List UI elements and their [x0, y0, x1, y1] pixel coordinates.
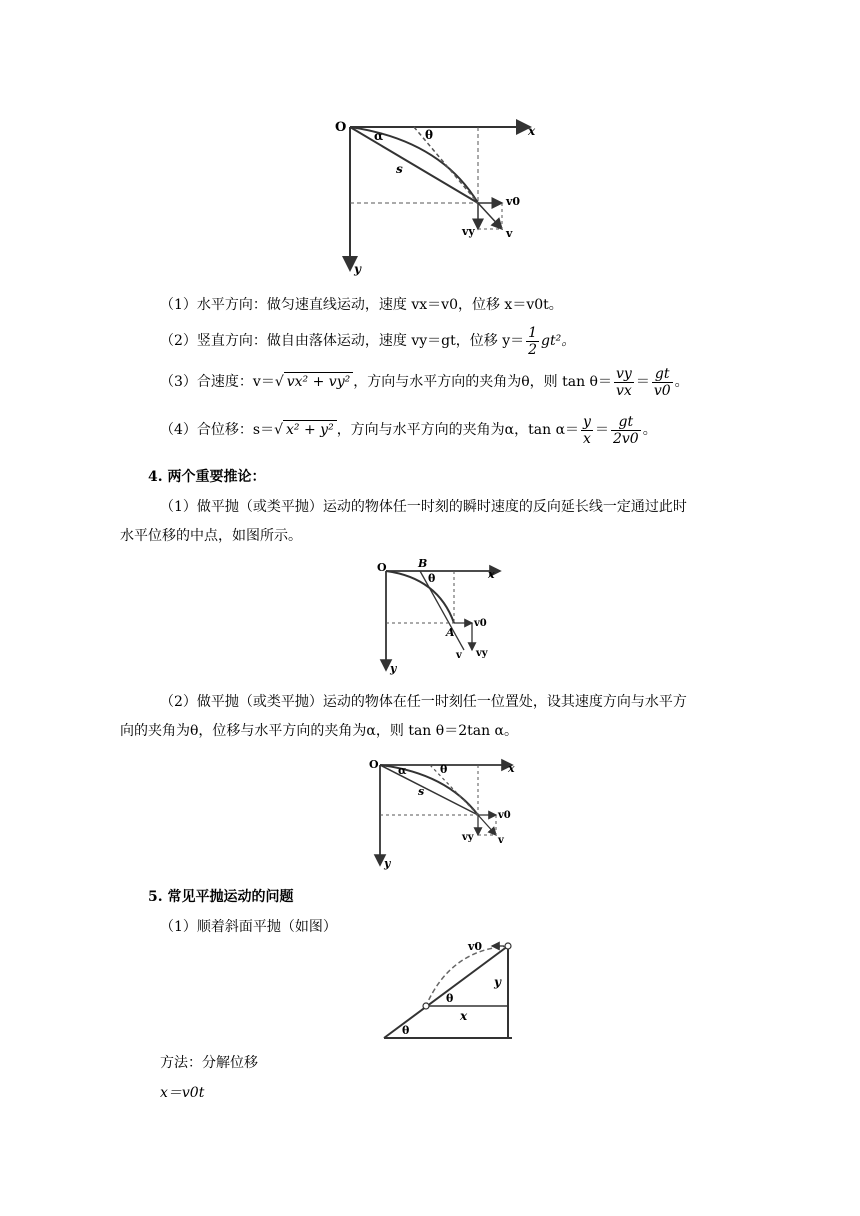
fig1-o: O: [335, 120, 347, 135]
fig1-y: y: [354, 262, 361, 276]
fig3-x: x: [508, 762, 515, 775]
conclusion-1-line-1: （1）做平抛（或类平抛）运动的物体任一时刻的瞬时速度的反向延长线一定通过此时: [160, 499, 687, 515]
heading-4: 4. 两个重要推论：: [148, 469, 266, 485]
paragraph-2: （2）竖直方向：做自由落体运动，速度 vy＝gt，位移 y＝ $\frac{1}{2}$ gt²。: [160, 324, 576, 358]
fig2-vy: vy: [476, 648, 488, 659]
paragraph-3: （3）合速度：v＝√ vx² + vy² ，方向与水平方向的夹角为θ，则 tan θ＝ $\frac{vy}{vx}$ ＝ $\frac{gt}{v0}$ 。: [160, 365, 689, 399]
fig1-s: s: [396, 162, 403, 176]
fig1-v: v: [506, 227, 513, 240]
conclusion-1-line-2: 水平位移的中点，如图所示。: [120, 528, 302, 544]
paragraph-1: （1）水平方向：做匀速直线运动，速度 vx＝v0，位移 x＝v0t。: [160, 297, 563, 313]
projectile-diagram-2: [372, 558, 512, 676]
fig2-v: v: [456, 650, 462, 661]
fig3-s: s: [418, 785, 425, 798]
conclusion-2-line-2: 向的夹角为θ，位移与水平方向的夹角为α，则 tan θ＝2tan α。: [120, 723, 519, 739]
fig4-x: x: [460, 1009, 468, 1023]
fig2-y: y: [390, 662, 397, 675]
fig3-v: v: [498, 835, 504, 846]
heading-5: 5. 常见平抛运动的问题: [148, 889, 294, 905]
subsection-1: （1）顺着斜面平抛（如图）: [160, 919, 337, 935]
fig3-theta: θ: [440, 763, 448, 776]
fig1-theta: θ: [425, 128, 434, 142]
fig4-theta-upper: θ: [446, 992, 454, 1005]
projectile-diagram-1: [330, 115, 550, 280]
fig2-theta: θ: [428, 572, 436, 585]
fig3-y: y: [384, 857, 391, 870]
fig1-v0: v0: [506, 195, 521, 208]
fig3-v0: v0: [498, 810, 511, 821]
formula-x: x＝v0t: [160, 1085, 205, 1101]
fig1-vy: vy: [462, 225, 475, 238]
paragraph-4: （4）合位移：s＝√ x² + y² ，方向与水平方向的夹角为α，tan α＝ $\frac{y}{x}$ ＝ $\frac{gt}{2v0}$ 。: [160, 413, 657, 447]
fig2-b: B: [418, 558, 428, 570]
fig4-v0: v0: [468, 940, 483, 953]
fig2-a: A: [446, 626, 455, 639]
fig3-vy: vy: [462, 832, 474, 843]
fig1-alpha: α: [374, 129, 384, 143]
fig2-o: O: [377, 561, 387, 574]
incline-projectile-diagram: [380, 938, 520, 1042]
fig2-x: x: [488, 568, 495, 581]
fig4-theta-lower: θ: [402, 1024, 410, 1037]
fig4-y: y: [494, 975, 501, 989]
fig1-x: x: [528, 124, 536, 138]
fig3-alpha: α: [398, 764, 407, 777]
conclusion-2-line-1: （2）做平抛（或类平抛）运动的物体在任一时刻任一位置处，设其速度方向与水平方: [160, 694, 687, 710]
projectile-diagram-3: [366, 755, 521, 873]
fig3-o: O: [369, 758, 379, 771]
method-text: 方法：分解位移: [160, 1055, 258, 1071]
fig2-v0: v0: [474, 618, 487, 629]
